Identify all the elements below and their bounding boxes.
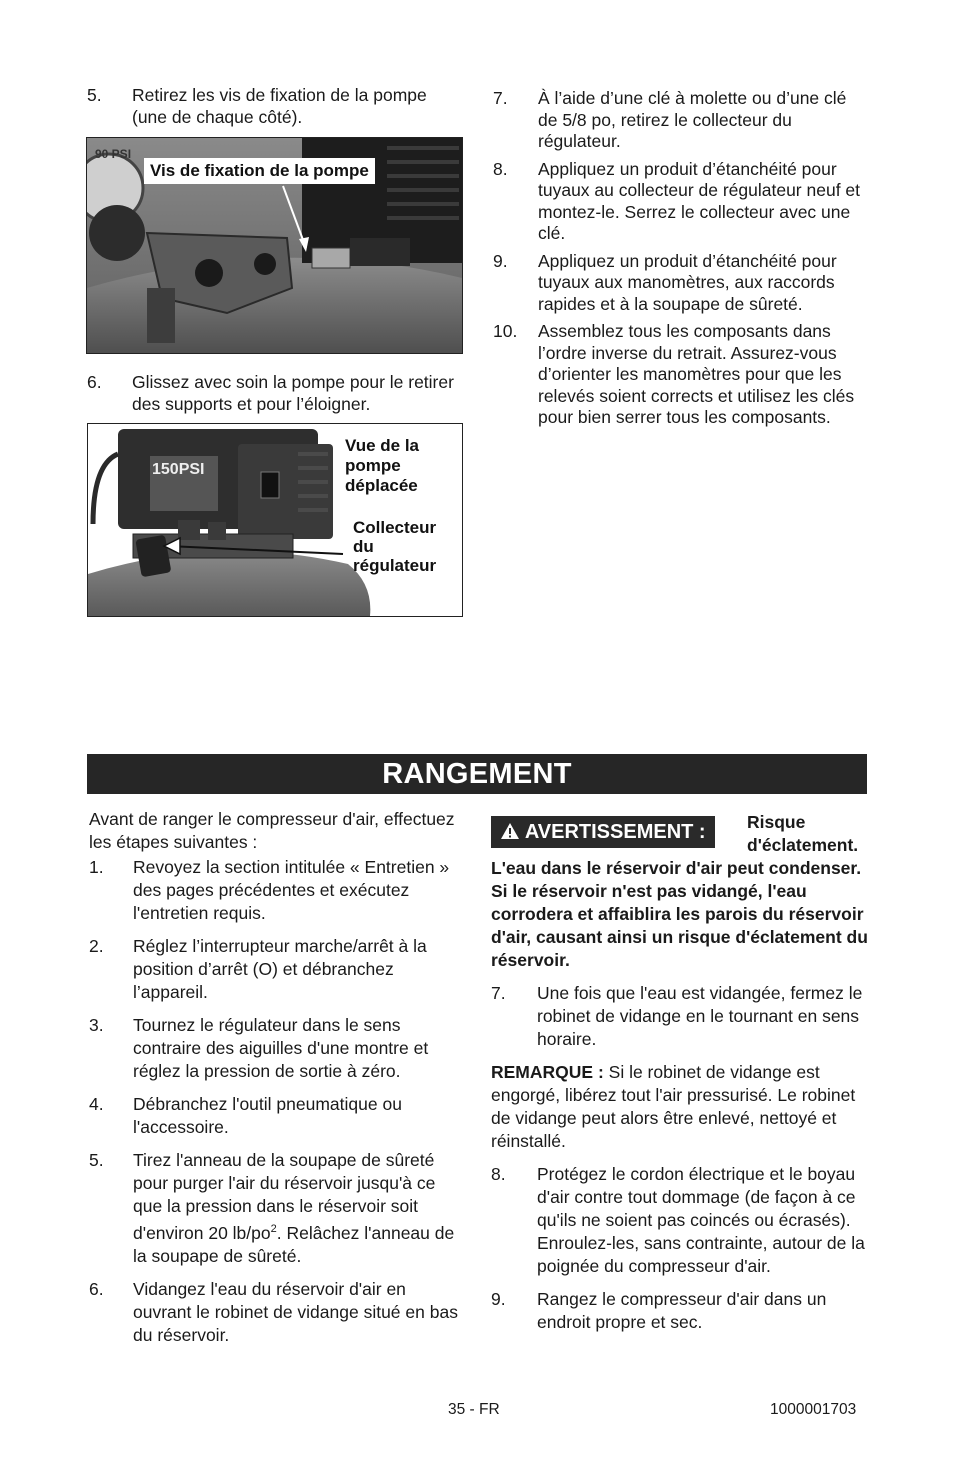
step-7-remove-manifold (493, 88, 865, 153)
step-text: Glissez avec soin la pompe pour le retirer des supports et pour l’éloigner. (132, 372, 454, 414)
psi-badge: 150PSI (152, 461, 205, 478)
warning-body: L'eau dans le réservoir d'air peut condenser. Si le réservoir n'est pas vidangé, l'eau corrodera et affaiblira les parois du réservoir d'air, causant ainsi un risque d'éclatement du réservoir. (491, 858, 868, 970)
regulator-manifold-callout (353, 518, 458, 575)
step-5-pump-screws (87, 85, 462, 128)
step-text: Débranchez l'outil pneumatique ou l'accessoire. (133, 1094, 402, 1137)
step-text: Tournez le régulateur dans le sens contraire des aiguilles d'une montre et réglez la pression de sortie à zéro. (133, 1015, 429, 1081)
superscript: 2 (270, 1223, 277, 1235)
step-text: Rangez le compresseur d'air dans un endroit propre et sec. (537, 1289, 827, 1332)
step-6-slide-pump (87, 372, 462, 415)
note-label: REMARQUE : (491, 1062, 604, 1082)
step-text: Appliquez un produit d’étanchéité pour tuyaux au collecteur de régulateur neuf et montez-le. Serrez le collecteur avec une clé. (538, 158, 861, 243)
gauge-label: 90 PSI (95, 147, 132, 161)
step-text: Appliquez un produit d’étanchéité pour tuyaux aux manomètres, aux raccords rapides et à la soupape de sûreté. (538, 250, 837, 314)
warning-triangle-icon (500, 822, 520, 840)
step-number: 5. (87, 85, 102, 105)
top-right-column (493, 88, 865, 429)
storage-step-1 (89, 856, 464, 925)
storage-step-6 (89, 1278, 464, 1347)
warning-badge (491, 816, 715, 848)
note-block (491, 1061, 869, 1153)
step-text-part-a: Tirez l'anneau de la soupape de sûreté pour purger l'air du réservoir jusqu'à ce que la pression dans le réservoir soit d'environ 20 lb/po (133, 1150, 436, 1243)
storage-right-column (491, 811, 869, 1334)
step-text: Assemblez tous les composants dans l’ordre inverse du retrait. Assurez-vous d’orienter les manomètres pour que les relevés soient corrects et utilisez les clés pour bien serrer tous les composants. (538, 321, 855, 427)
storage-step-9 (491, 1288, 869, 1334)
warning-risk: Risque d'éclatement. (747, 812, 859, 855)
step-10-reassemble (493, 321, 865, 429)
callout-text: Collecteur du régulateur (353, 518, 437, 575)
step-8-apply-sealant (493, 159, 865, 245)
warning-label: AVERTISSEMENT : (524, 821, 706, 843)
storage-left-column (89, 808, 464, 1347)
note-text: Si le robinet de vidange est engorgé, libérez tout l'air pressurisé. Le robinet de vidange peut alors être enlevé, nettoyé et réinstallé. (491, 1062, 856, 1151)
step-number: 1. (89, 857, 104, 877)
step-number: 8. (493, 158, 508, 179)
step-text: Une fois que l'eau est vidangée, fermez le robinet de vidange en le tournant en sens horaire. (537, 983, 863, 1049)
step-number: 7. (493, 88, 508, 108)
document-number: 1000001703 (770, 1401, 857, 1418)
section-banner (87, 754, 867, 794)
callout-text: Vue de la pompe déplacée (345, 436, 420, 495)
step-text: À l’aide d’une clé à molette ou d’une clé de 5/8 po, retirez le collecteur du régulateur. (538, 88, 847, 151)
page-number: 35 - FR (448, 1401, 500, 1418)
section-title: RANGEMENT (382, 758, 572, 790)
storage-step-3 (89, 1014, 464, 1083)
storage-step-7 (491, 982, 869, 1051)
pump-moved-callout (345, 436, 455, 496)
step-number: 8. (491, 1164, 506, 1184)
warning-header (491, 811, 869, 857)
callout-arrow (87, 138, 462, 353)
step-number: 10. (493, 321, 518, 341)
step-number: 3. (89, 1015, 104, 1035)
step-text: Réglez l’interrupteur marche/arrêt à la position d’arrêt (O) et débranchez l’appareil. (133, 936, 427, 1002)
storage-step-5 (89, 1149, 464, 1268)
step-text-part-b: . Relâchez l'anneau de la soupape de sûreté. (133, 1222, 455, 1266)
callout-text: Vis de fixation de la pompe (150, 161, 369, 180)
step-text: Revoyez la section intitulée « Entretien » des pages précédentes et exécutez l'entretien requis. (133, 857, 450, 923)
step-number: 6. (89, 1278, 104, 1299)
step-number: 4. (89, 1094, 104, 1114)
step-text: Protégez le cordon électrique et le boyau d'air contre tout dommage (de façon à ce qu'ils ne soient pas coincés ou écrasés). Enroulez-les, sans contrainte, autour de la poignée du compresseur d'air. (537, 1164, 865, 1276)
top-left-column (87, 85, 462, 128)
step-number: 9. (491, 1289, 506, 1309)
step-number: 5. (89, 1150, 104, 1170)
storage-step-4 (89, 1093, 464, 1139)
step-number: 7. (491, 983, 506, 1003)
step-text: Vidangez l'eau du réservoir d'air en ouvrant le robinet de vidange situé en bas du réservoir. (133, 1278, 458, 1345)
figure-pump-removed (87, 423, 463, 617)
step-number: 6. (87, 372, 102, 392)
step-number: 9. (493, 250, 508, 271)
figure-pump-screws (86, 137, 463, 354)
storage-intro: Avant de ranger le compresseur d'air, effectuez les étapes suivantes : (89, 809, 455, 852)
step-number: 2. (89, 936, 104, 956)
step-text: Retirez les vis de fixation de la pompe (une de chaque côté). (132, 85, 427, 127)
top-left-column-step6 (87, 372, 462, 415)
storage-step-2 (89, 935, 464, 1004)
step-9-apply-sealant-gauges (493, 251, 865, 316)
step-text (133, 1150, 454, 1266)
storage-step-8 (491, 1163, 869, 1278)
